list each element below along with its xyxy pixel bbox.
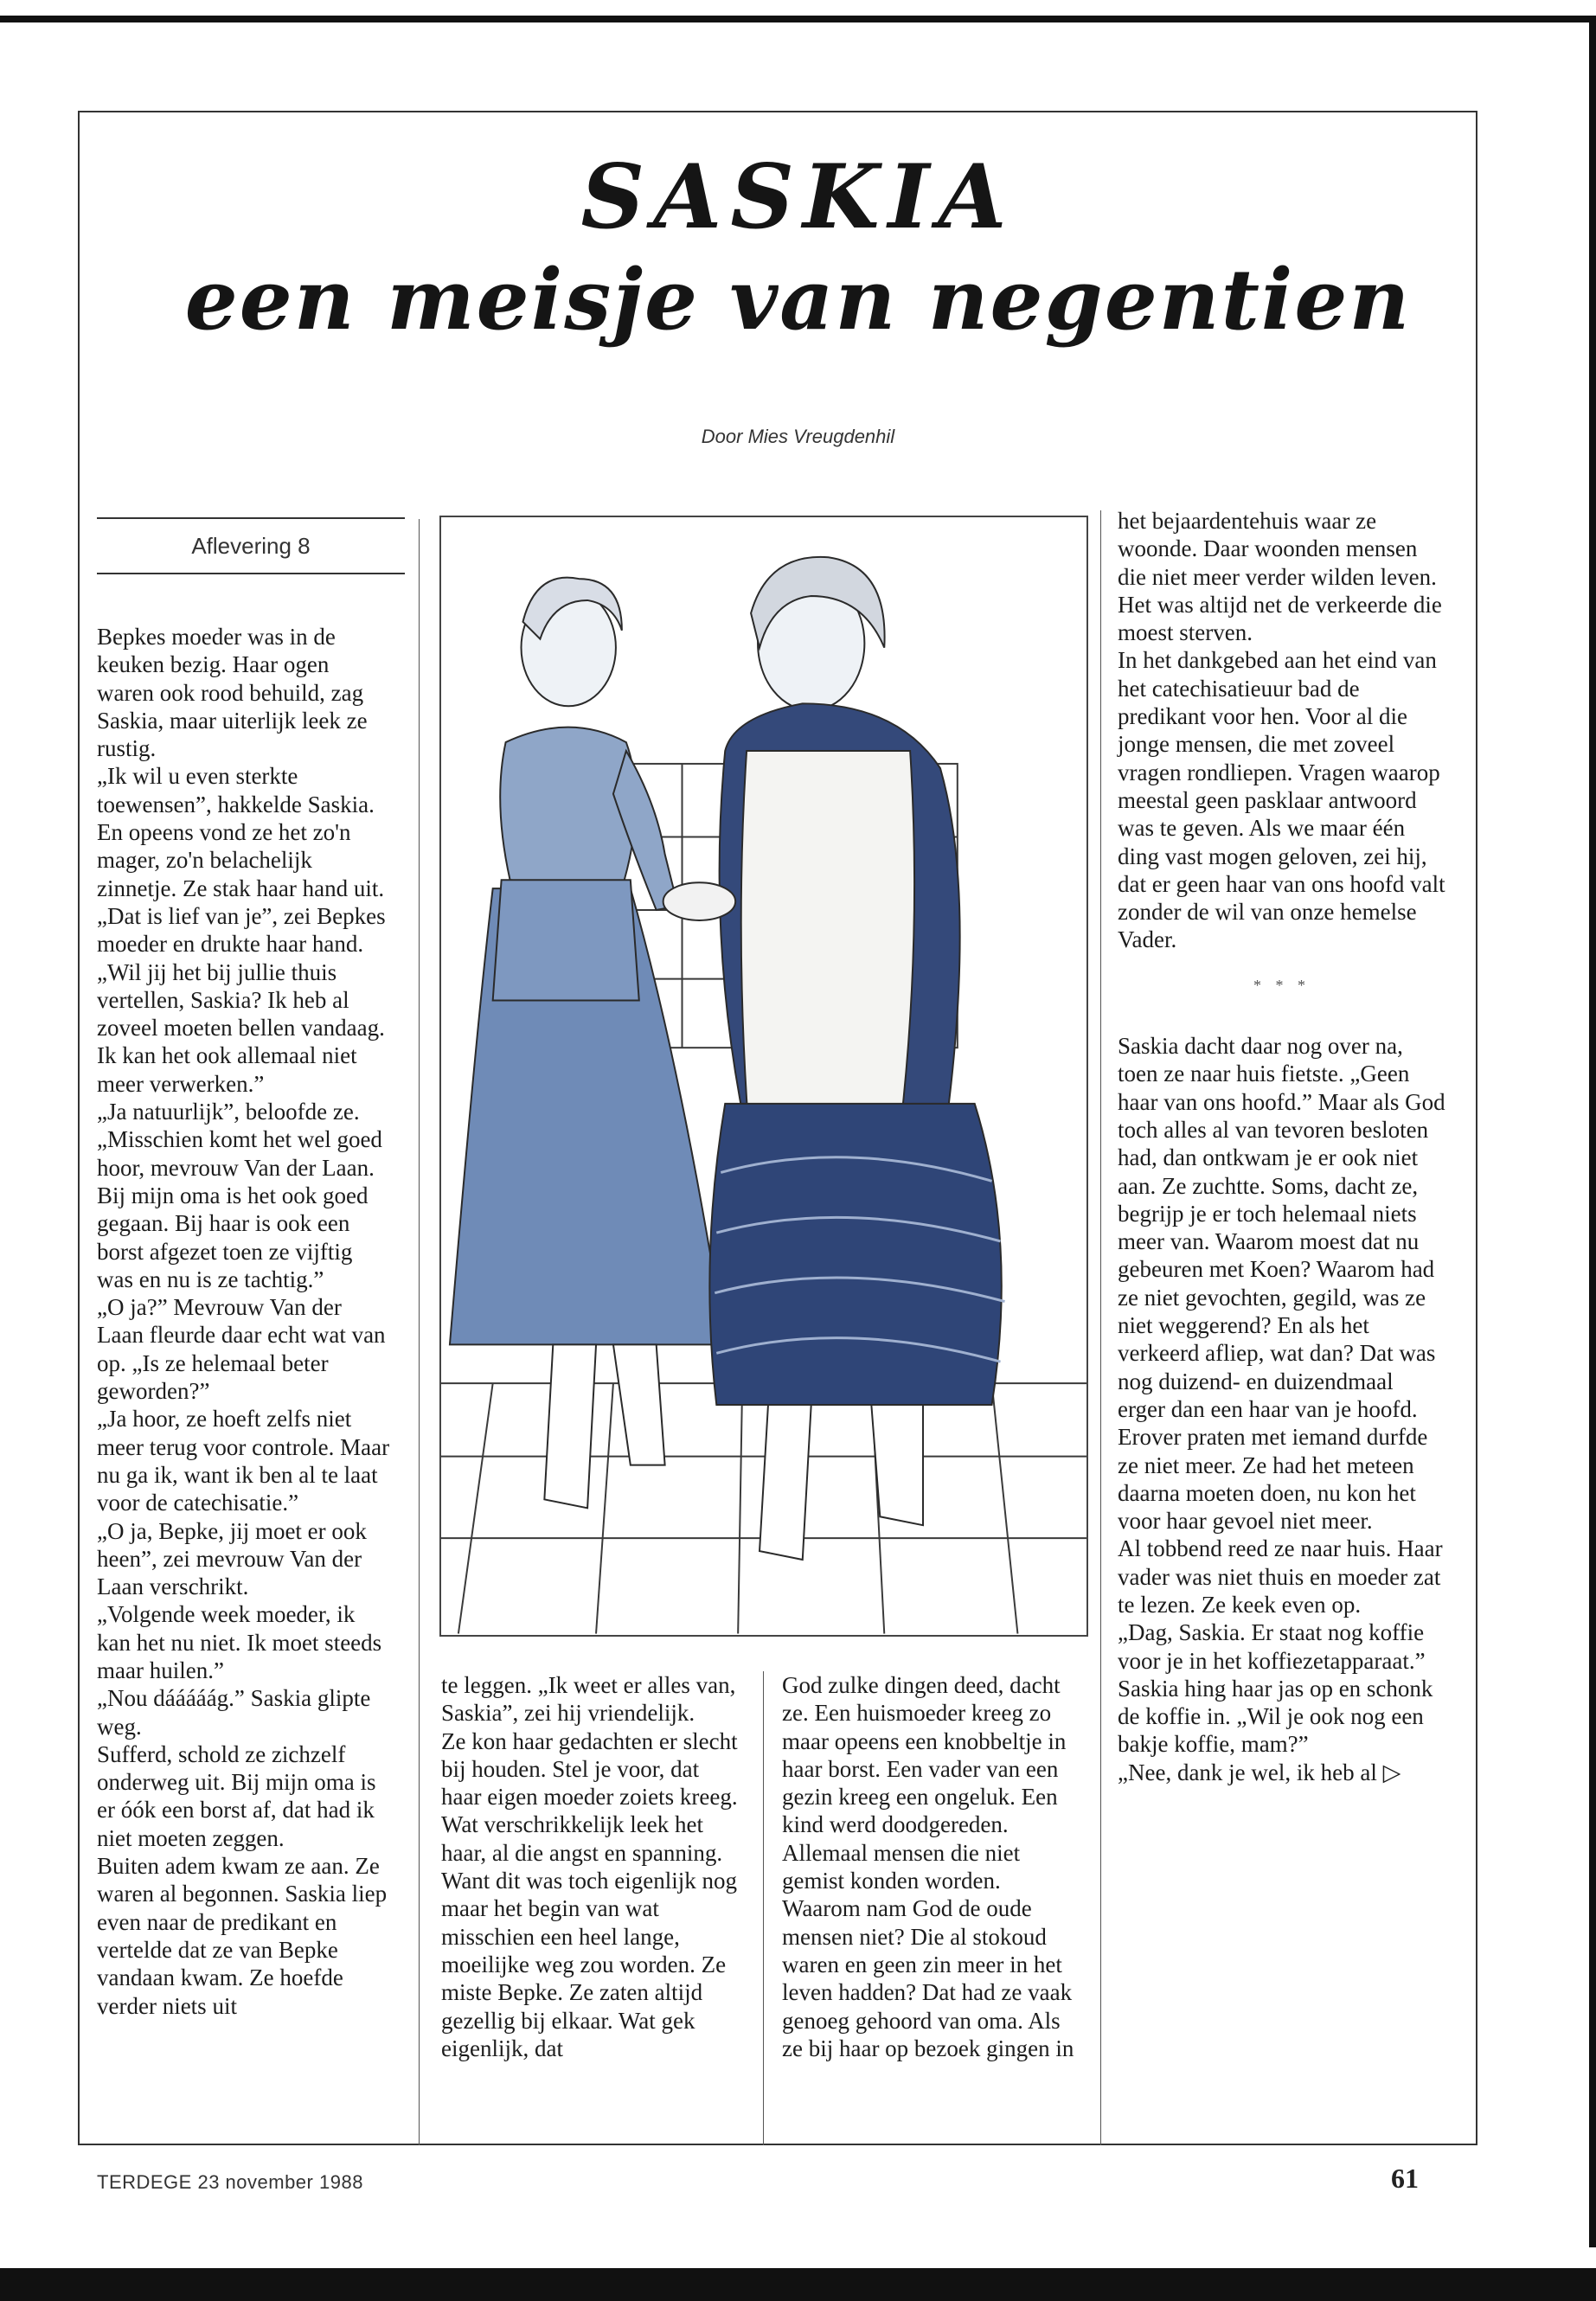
paragraph: Want dit was toch eigenlijk nog maar het begin van wat misschien een heel lange, moeilijke weg zou worden. Ze miste Bepke. Ze zaten altijd gezellig bij elkaar. Wat gek eigenlijk, dat <box>441 1868 738 2061</box>
paragraph: Buiten adem kwam ze aan. Ze waren al begonnen. Saskia liep even naar de predikant en vertelde dat ze van Bepke vandaan kwam. Ze hoefde verder niets uit <box>97 1853 388 2019</box>
paragraph: het bejaardentehuis waar ze woonde. Daar woonden mensen die niet meer verder wilden leven. Het was altijd net de verkeerde die moest sterven. <box>1118 508 1442 646</box>
paragraph: Saskia hing haar jas op en schonk de koffie in. „Wil je ook nog een bakje koffie, mam?” <box>1118 1675 1433 1758</box>
article-column-1 <box>97 623 391 2020</box>
episode-label: Aflevering 8 <box>97 517 405 574</box>
illustration <box>439 516 1088 1637</box>
paragraph: Ze kon haar gedachten er slecht bij houden. Stel je voor, dat haar eigen moeder zoiets kreeg. Wat verschrikkelijk leek het haar, al die angst en spanning. <box>441 1727 738 1866</box>
paragraph: „Ik wil u even sterkte toewensen”, hakkelde Saskia. En opeens vond ze het zo'n mager, zo'n belachelijk zinnetje. Ze stak haar hand uit. <box>97 763 385 901</box>
paragraph: „Ja natuurlijk”, beloofde ze. „Misschien komt het wel goed hoor, mevrouw Van der Laan. Bij mijn oma is het ook goed gegaan. Bij haar is ook een borst afgezet toen ze vijftig was en nu is ze tachtig.” <box>97 1099 382 1292</box>
illustration-two-women-shaking-hands <box>441 517 1086 1635</box>
paragraph: „Nee, dank je wel, ik heb al ▷ <box>1118 1759 1401 1785</box>
byline: Door Mies Vreugdenhil <box>701 426 895 447</box>
paragraph: „Nou dááááág.” Saskia glipte weg. <box>97 1685 371 1740</box>
article-column-3 <box>782 1671 1086 2062</box>
column-divider <box>763 1671 764 2145</box>
paragraph: Bepkes moeder was in de keuken bezig. Haar ogen waren ook rood behuild, zag Saskia, maar uiterlijk leek ze rustig. <box>97 624 368 762</box>
magazine-footer: TERDEGE 23 november 1988 <box>97 2171 363 2193</box>
older-woman <box>709 557 1004 1560</box>
article-title: SASKIA <box>580 145 1016 249</box>
paragraph: „O ja?” Mevrouw Van der Laan fleurde daar echt wat van op. „Is ze helemaal beter geworden?” <box>97 1294 386 1405</box>
page-number: 61 <box>1391 2163 1419 2194</box>
paragraph: „O ja, Bepke, jij moet er ook heen”, zei mevrouw Van der Laan verschrikt. <box>97 1517 367 1600</box>
paragraph: „Dat is lief van je”, zei Bepkes moeder en drukte haar hand. „Wil jij het bij jullie thuis vertellen, Saskia? Ik heb al zoveel moeten bellen vandaag. Ik kan het ook allemaal niet meer verwerken.” <box>97 902 386 1097</box>
paragraph: God zulke dingen deed, dacht ze. Een huismoeder kreeg zo maar opeens een knobbeltje in haar borst. Een vader van een gezin kreeg een ongeluk. Een kind werd doodgereden. Allemaal mensen die niet gemist konden worden. <box>782 1672 1067 1894</box>
paragraph: Al tobbend reed ze naar huis. Haar vader was niet thuis en moeder zat te lezen. Ze keek even op. <box>1118 1535 1443 1618</box>
right-border <box>1589 16 1596 2247</box>
paragraph: „Volgende week moeder, ik kan het nu niet. Ik moet steeds maar huilen.” <box>97 1601 382 1683</box>
paragraph: „Ja hoor, ze hoeft zelfs niet meer terug voor controle. Maar nu ga ik, want ik ben al te laat voor de catechisatie.” <box>97 1406 390 1516</box>
young-woman <box>450 578 725 1509</box>
article-column-4 <box>1118 507 1446 1786</box>
column-divider <box>1100 510 1101 2145</box>
paragraph: „Dag, Saskia. Er staat nog koffie voor je in het koffiezetapparaat.” <box>1118 1619 1426 1674</box>
paragraph: In het dankgebed aan het eind van het catechisatieuur bad de predikant voor hen. Voor al die jonge mensen, die met zoveel vragen rondliepen. Vragen waarop meestal geen pasklaar antwoord was te geven. Als we maar één ding vast mogen geloven, zei hij, dat er geen haar van ons hoofd valt zonder de wil van onze hemelse Vader. <box>1118 647 1445 953</box>
paragraph: te leggen. „Ik weet er alles van, Saskia”, zei hij vriendelijk. <box>441 1672 736 1727</box>
handshake <box>663 882 736 920</box>
article-column-2 <box>441 1671 744 2062</box>
section-separator: * * * <box>1253 976 1311 994</box>
article-subtitle: een meisje van negentien <box>184 251 1412 349</box>
column-divider <box>419 519 420 2145</box>
bottom-border <box>0 2268 1596 2301</box>
paragraph: Waarom nam God de oude mensen niet? Die al stokoud waren en geen zin meer in het leven hadden? Dat had ze vaak genoeg gehoord van oma. Als ze bij haar op bezoek gingen in <box>782 1895 1074 2061</box>
paragraph: Sufferd, schold ze zichzelf onderweg uit. Bij mijn oma is er óók een borst af, dat had ik niet moeten zeggen. <box>97 1740 376 1851</box>
top-border <box>0 16 1596 22</box>
paragraph: Saskia dacht daar nog over na, toen ze naar huis fietste. „Geen haar van ons hoofd.” Maar als God toch alles al van tevoren besloten had, dan ontkwam je er ook niet aan. Ze zuchtte. Soms, dacht ze, begrijp je er toch helemaal niets meer van. Waarom moest dat nu gebeuren met Koen? Waarom had ze niet gevochten, gegild, was ze niet weggerend? En als het verkeerd afliep, wat dan? Dat was nog duizend- en duizendmaal erger dan een haar van je hoofd. Erover praten met iemand durfde ze niet meer. Ze had het meteen daarna moeten doen, nu kon het voor haar gevoel niet meer. <box>1118 1033 1445 1535</box>
